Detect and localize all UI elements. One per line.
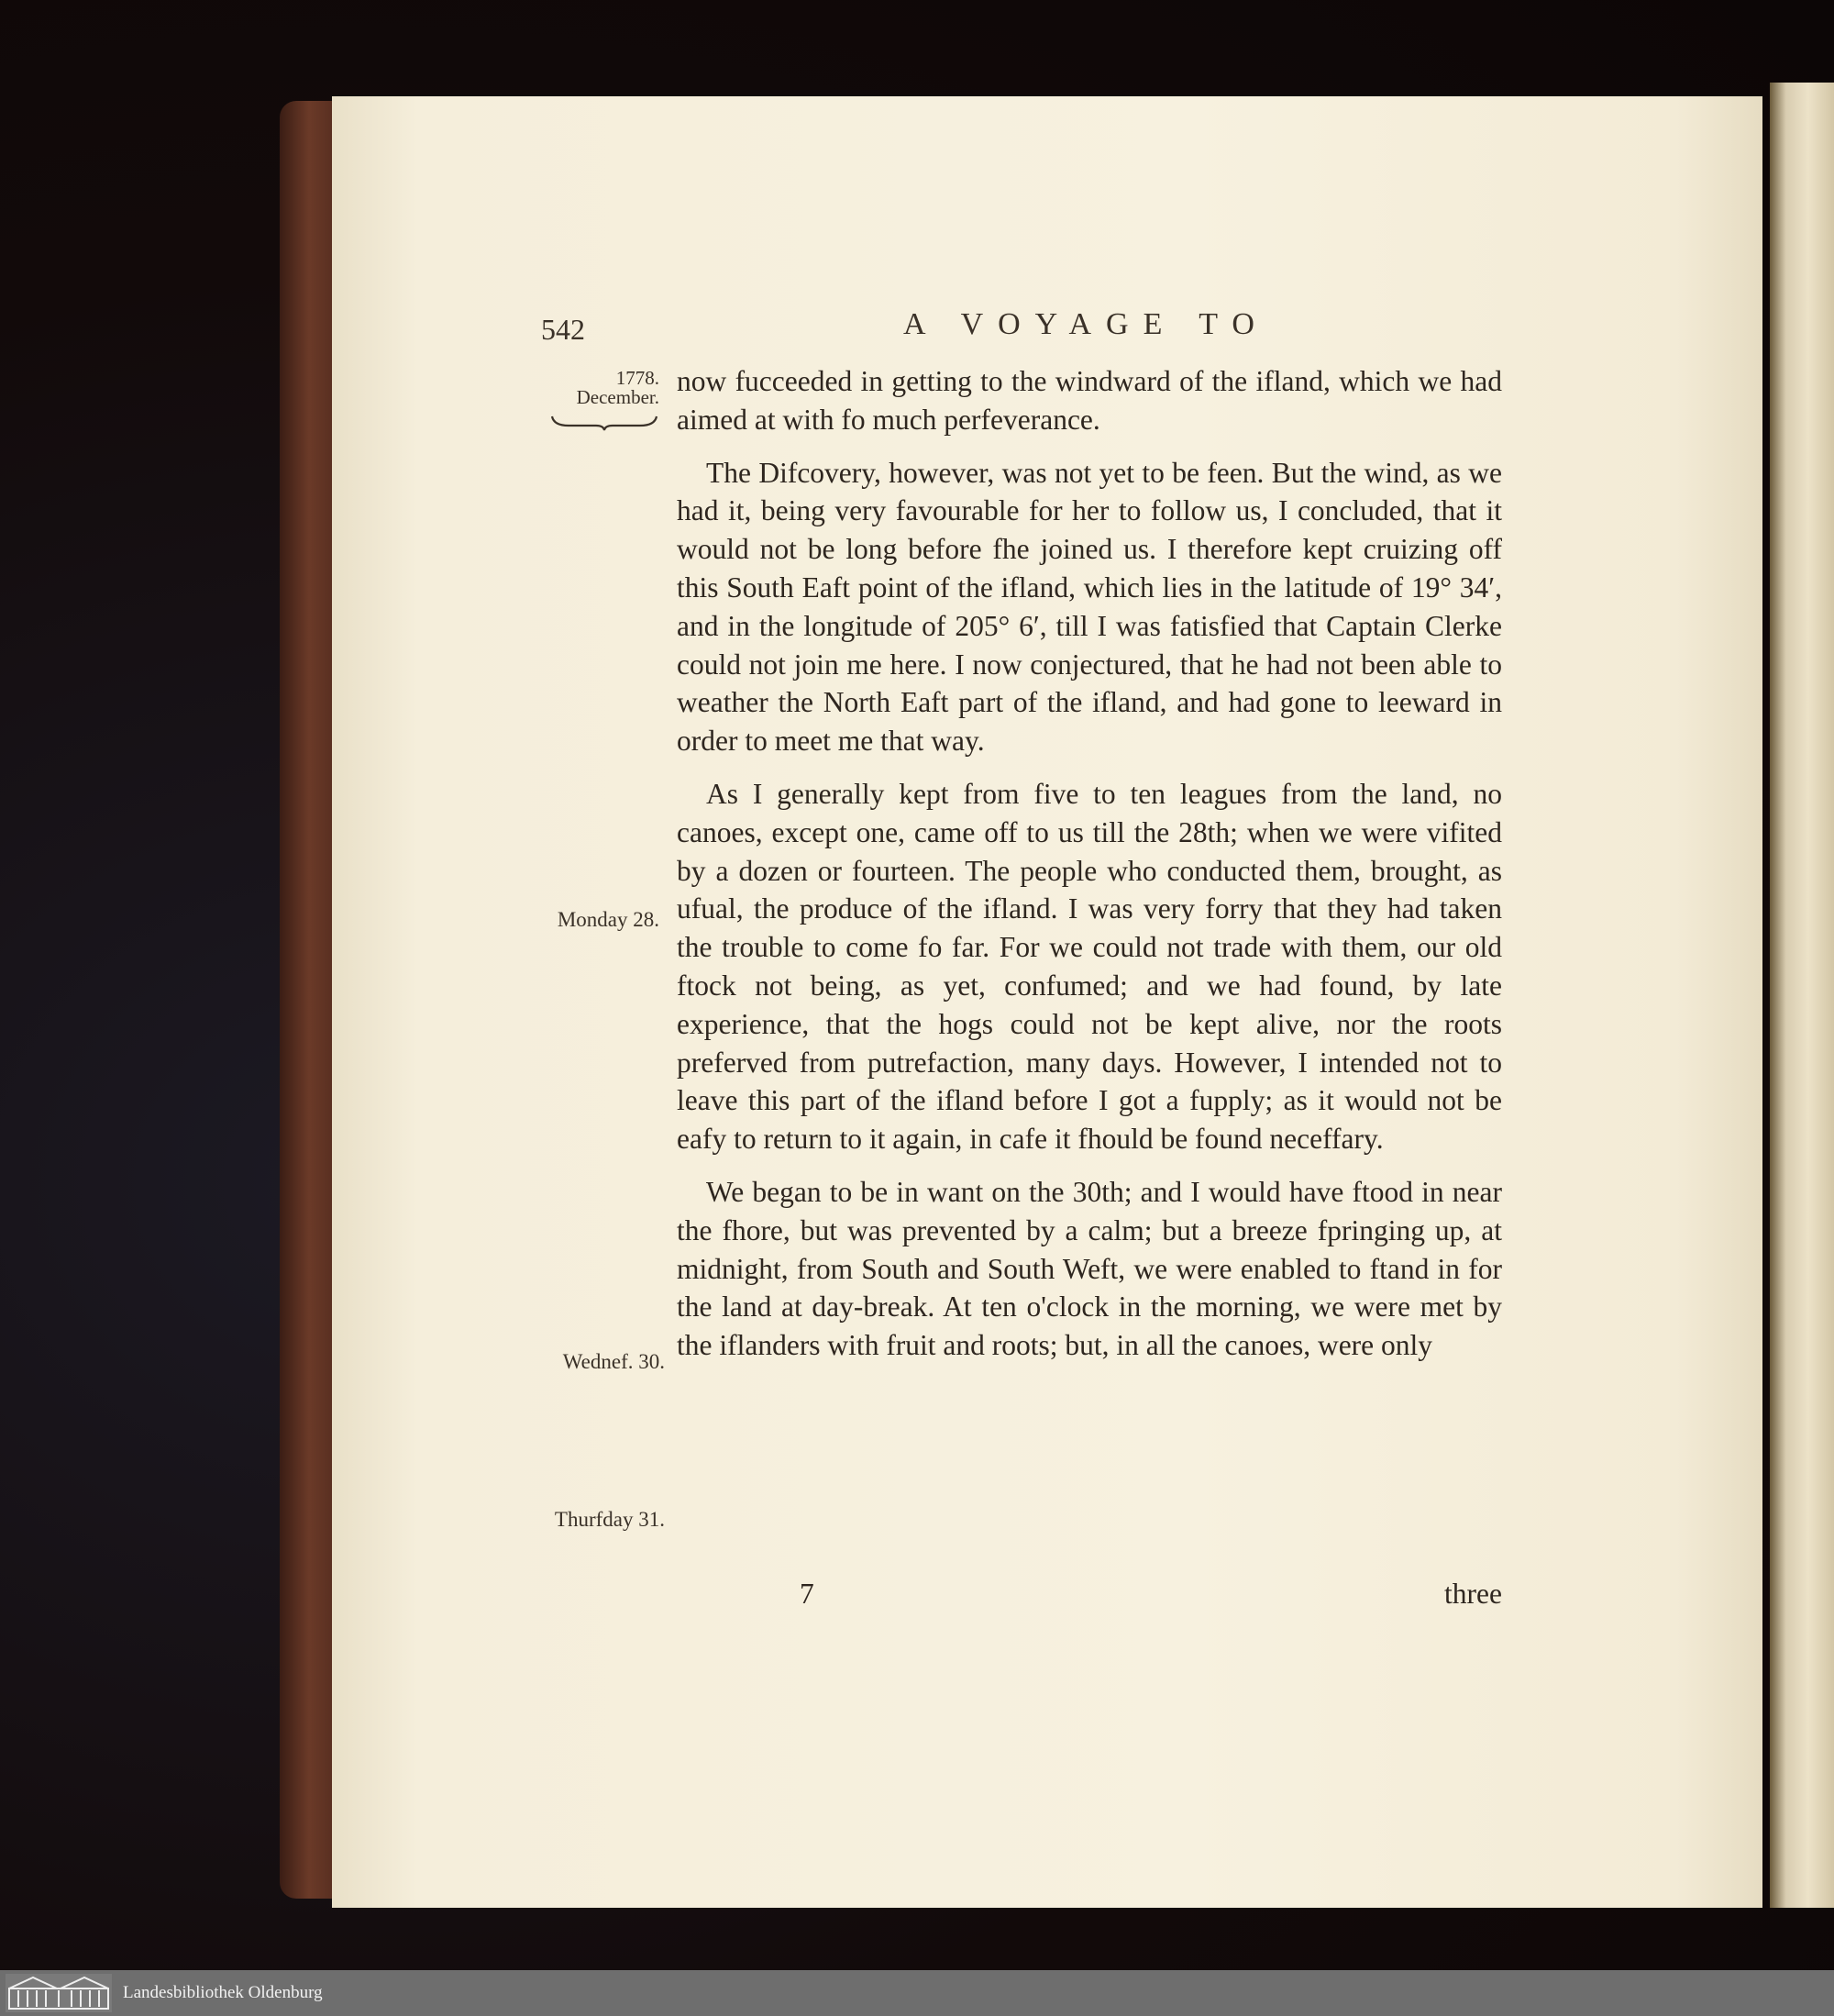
library-building-icon xyxy=(6,1974,112,2012)
facing-page-edge xyxy=(1770,83,1834,1908)
catchword: three xyxy=(1444,1578,1502,1610)
margin-note-year: 1778. xyxy=(615,367,659,389)
paragraph: We began to be in want on the 30th; and I would have ftood in near the fhore, but was prevented by a calm; but a breeze fpringing up, at midnight, from South and South Weft, we were enabled to ftand in for the land at day-break. At ten o'clock in the morning, we were met by the iflanders with fruit and roots; but, in all the canoes, were only xyxy=(677,1175,1502,1362)
paragraph: As I generally kept from five to ten leagues from the land, no canoes, except one, came off to us till the 28th; when we were vifited by a dozen or fourteen. The people who conducted them, brought, as ufual, the produce of the ifland. I was very forry that they had taken the trouble to come fo far. For we could not trade with them, our old ftock not being, as yet, confumed; and we had found, by late experience, that the hogs could not be kept alive, nor the roots preferved from putrefaction, many days. However, I intended not to leave this part of the ifland before I got a fupply; as it would not be eafy to return to it again, in cafe it fhould be found neceffary. xyxy=(677,777,1502,1156)
paragraph: The Difcovery, however, was not yet to be feen. But the wind, as we had it, being very favourable for her to follow us, I concluded, that it would not be long before fhe joined us. I therefore kept cruizing off this South Eaft point of the ifland, which lies in the latitude of 19° 34′, and in the longitude of 205° 6′, till I was fatisfied that Captain Clerke could not join me here. I now conjectured, that he had not been able to weather the North Eaft part of the ifland, and had gone to leeward in order to meet me that way. xyxy=(677,456,1502,758)
running-title: A VOYAGE TO xyxy=(903,307,1269,341)
paragraph: now fucceeded in getting to the windward of the ifland, which we had aimed at with fo much perfeverance. xyxy=(677,365,1502,436)
catchline xyxy=(677,1578,1502,1614)
body-text xyxy=(677,362,1502,1365)
signature-mark: 7 xyxy=(800,1578,814,1610)
page-number: 542 xyxy=(541,313,585,346)
library-footer xyxy=(0,1970,1834,2016)
margin-note-thursday: Thurfday 31. xyxy=(554,1508,665,1531)
library-name: Landesbibliothek Oldenburg xyxy=(123,1983,323,2002)
margin-note-wednesday: Wednef. 30. xyxy=(562,1350,665,1373)
margin-note-month: December. xyxy=(576,386,659,408)
running-head xyxy=(541,307,1504,353)
margin-note-monday: Monday 28. xyxy=(557,908,659,931)
margin-brace-icon xyxy=(550,415,658,431)
